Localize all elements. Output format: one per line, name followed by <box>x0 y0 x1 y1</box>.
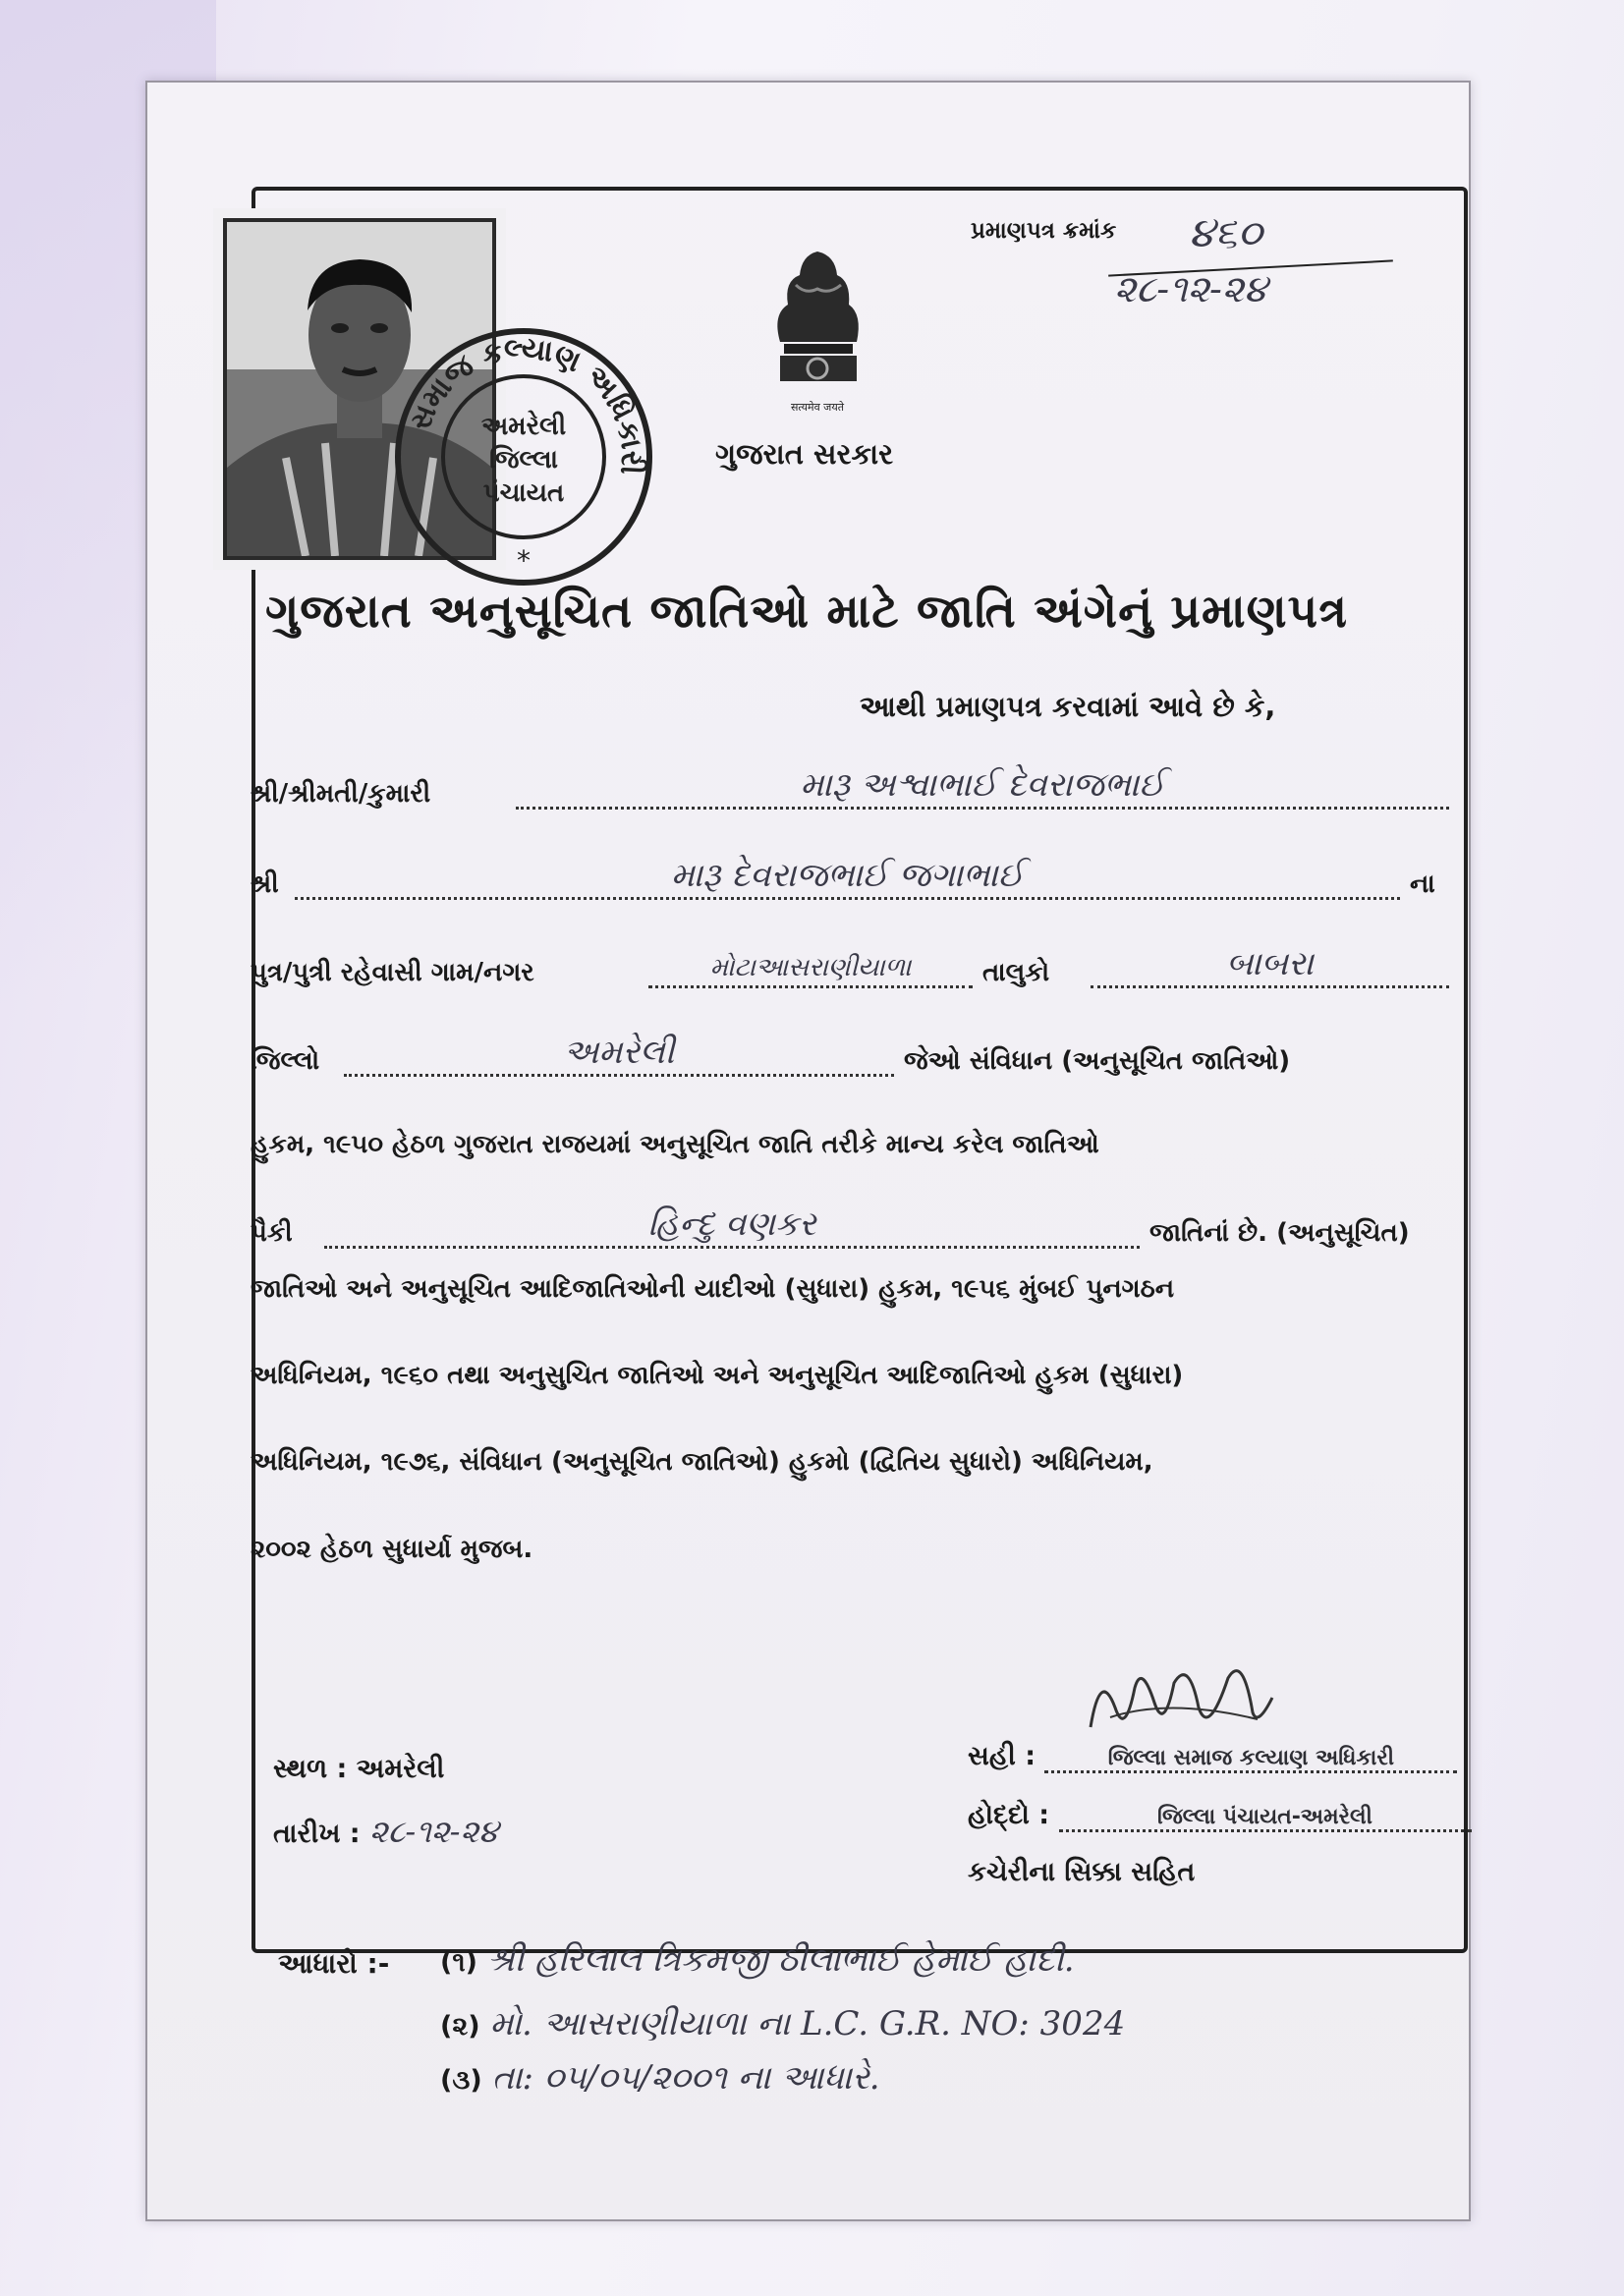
emblem-motto: सत्यमेव जयते <box>790 401 845 414</box>
issuer-name: ગુજરાત સરકાર <box>715 437 894 471</box>
name-label: શ્રી/શ્રીમતી/કુમારી <box>251 779 431 809</box>
order-line: હુકમ, ૧૯૫૦ હેઠળ ગુજરાત રાજયમાં અનુસૂચિત જાતિ તરીકે માન્ય કરેલ જાતિઓ <box>251 1130 1099 1159</box>
intro-line: આથી પ્રમાણપત્ર કરવામાં આવે છે કે, <box>860 690 1276 723</box>
designation-label: હોદ્દો : <box>968 1800 1050 1830</box>
place-row <box>273 1754 444 1785</box>
seal-outer-text: સમાજ કલ્યાણ અધિકારી <box>403 330 649 476</box>
basis-label: આધારો :- <box>278 1947 390 1980</box>
paragraph-line-4: ૨૦૦૨ હેઠળ સુધાર્યા મુજબ. <box>251 1535 533 1564</box>
field-row-caste <box>251 1204 1449 1255</box>
basis-item-3 <box>440 2058 880 2098</box>
seal-line-1: અમરેલી <box>480 412 567 441</box>
district-field <box>344 1035 894 1077</box>
taluka-label: તાલુકો <box>982 958 1050 987</box>
village-field <box>648 946 973 988</box>
designation-value: જિલ્લા પંચાયત-અમરેલી <box>1059 1805 1472 1832</box>
caste-value: હિન્દુ વણકર <box>647 1204 816 1244</box>
caste-label: પૈકી <box>251 1218 293 1248</box>
national-emblem-icon <box>766 246 869 422</box>
name-field <box>516 767 1449 810</box>
certificate-number-label: પ્રમાણપત્ર ક્રમાંક <box>971 218 1117 244</box>
seal-line-2: જિલ્લા <box>488 445 559 475</box>
district-label: જિલ્લો <box>251 1046 320 1076</box>
certificate-title: ગુજરાત અનુસૂચિત જાતિઓ માટે જાતિ અંગેનું પ્રમાણપત્ર <box>265 585 1349 639</box>
basis-item-1-number: (૧) <box>440 1947 477 1978</box>
basis-item-2-number: (૨) <box>440 2011 480 2042</box>
taluka-field <box>1091 946 1449 988</box>
caste-field <box>324 1206 1140 1249</box>
seal-line-3: પંચાયત <box>482 478 565 508</box>
taluka-value: બાબરા <box>1226 944 1314 983</box>
basis-item-2-text: મો. આસરાણીયાળા ના L.C. G.R. NO: 3024 <box>489 2004 1126 2044</box>
place-label: સ્થળ : <box>273 1754 348 1784</box>
village-label: પુત્ર/પુત્રી રહેવાસી ગામ/નગર <box>251 958 534 987</box>
father-suffix: ના <box>1410 869 1435 899</box>
field-row-district <box>251 1032 1449 1083</box>
basis-item-1 <box>440 1940 1075 1980</box>
father-label: શ્રી <box>251 869 279 899</box>
caste-suffix: જાતિનાં છે. (અનુસૂચિત) <box>1149 1218 1410 1248</box>
district-value: અમરેલી <box>563 1033 675 1072</box>
place-value: અમરેલી <box>356 1754 445 1784</box>
field-row-village <box>251 943 1449 994</box>
district-suffix: જેઓ સંવિધાન (અનુસૂચિત જાતિઓ) <box>904 1046 1291 1076</box>
basis-item-1-text: શ્રી હરિલાલ ત્રિકમજી ઠીલાભાઈ હેમાઈ હાદી. <box>486 1940 1075 1980</box>
date-row <box>273 1813 498 1851</box>
name-value: મારૂ અશ્વાભાઈ દેવરાજભાઈ <box>800 765 1165 805</box>
designation-row <box>968 1800 1472 1832</box>
paragraph-line-3: અધિનિયમ, ૧૯૭૬, સંવિધાન (અનુસૂચિત જાતિઓ) હુકમો (દ્વિતિય સુધારો) અધિનિયમ, <box>251 1447 1153 1477</box>
basis-item-2 <box>440 2004 1125 2044</box>
village-value: મોટાઆસરાણીયાળા <box>709 953 912 982</box>
paragraph-line-1: જાતિઓ અને અનુસૂચિત આદિજાતિઓની યાદીઓ (સુધારા) હુકમ, ૧૯૫૬ મુંબઈ પુનગઠન <box>251 1274 1175 1304</box>
signature-label: સહી : <box>968 1741 1036 1771</box>
father-value: મારૂ દેવરાજભાઈ જગાભાઈ <box>670 856 1025 895</box>
certificate-date: ૨૮-૧૨-૨૪ <box>1114 267 1267 310</box>
certificate-number: ૪૬૦ <box>1189 208 1262 256</box>
paragraph-line-2: અધિનિયમ, ૧૯૬૦ તથા અનુસુચિત જાતિઓ અને અનુસૂચિત આદિજાતિઓ હુકમ (સુધારા) <box>251 1361 1184 1390</box>
district-office-seal <box>391 324 656 589</box>
signature-row <box>968 1741 1457 1773</box>
signature-value: જિલ્લા સમાજ કલ્યાણ અધિકારી <box>1044 1746 1457 1773</box>
field-row-father <box>251 855 1449 906</box>
field-row-name <box>251 764 1449 815</box>
officer-signature <box>1081 1658 1277 1747</box>
father-field <box>295 858 1400 900</box>
office-seal-note: કચેરીના સિક્કા સહિત <box>968 1857 1196 1887</box>
date-value: ૨૮-૧૨-૨૪ <box>369 1813 499 1850</box>
basis-item-3-number: (૩) <box>440 2065 482 2096</box>
basis-item-3-text: તા: ૦૫/૦૫/૨૦૦૧ ના આધારે. <box>491 2058 880 2098</box>
date-label: તારીખ : <box>273 1819 361 1849</box>
svg-text:*: * <box>517 544 531 577</box>
